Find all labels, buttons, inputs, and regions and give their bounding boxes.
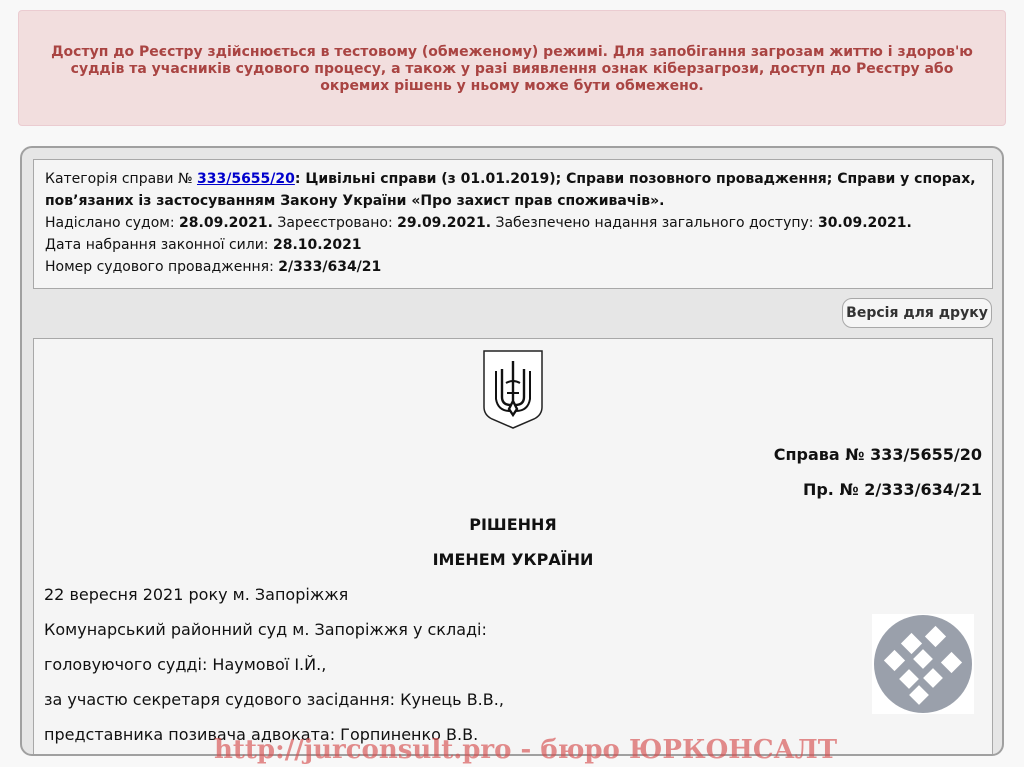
- decision-document: [33, 338, 993, 756]
- court-composition-line: Комунарський районний суд м. Запоріжжя у складі:: [44, 620, 487, 639]
- sent-date: 28.09.2021.: [179, 215, 273, 231]
- category-label: Категорія справи №: [45, 171, 197, 187]
- proceeding-line: [45, 256, 981, 278]
- case-number-heading: Справа № 333/5655/20: [773, 445, 982, 464]
- proceeding-number: 2/333/634/21: [278, 259, 382, 275]
- access-warning-text: Доступ до Реєстру здійснюється в тестовому (обмеженому) режимі. Для запобігання загрозам життю і здоров'ю суддів та учасників судового процесу, а також у разі виявлення ознак кіберзагрози, доступ до Реєстру або окремих рішень у ньому може бути обмежено.: [51, 44, 973, 94]
- secretary-line: за участю секретаря судового засідання: Кунець В.В.,: [44, 690, 504, 709]
- print-version-button[interactable]: Версія для друку: [842, 298, 992, 328]
- proceeding-label: Номер судового провадження:: [45, 259, 279, 275]
- registered-date: 29.09.2021.: [397, 215, 492, 231]
- registered-label: Зареєстровано:: [272, 215, 398, 231]
- decision-subtitle: ІМЕНЕМ УКРАЇНИ: [432, 550, 594, 569]
- access-warning-banner: [18, 10, 1006, 126]
- dates-line: [45, 212, 981, 234]
- case-category: [45, 168, 981, 212]
- diamond-logo-icon: [872, 614, 974, 714]
- access-date: 30.09.2021.: [817, 215, 912, 231]
- force-label: Дата набрання законної сили:: [45, 237, 273, 253]
- proceeding-number-heading: Пр. № 2/333/634/21: [802, 480, 982, 499]
- watermark-text: http://jurconsult.pro - бюро ЮРКОНСАЛТ: [214, 735, 838, 765]
- sent-label: Надіслано судом:: [45, 215, 180, 231]
- access-label: Забезпечено надання загального доступу:: [491, 215, 818, 231]
- category-text: : Цивільні справи (з 01.01.2019); Справи позовного провадження; Справи у спорах, пов’язаних із застосуванням Закону України «Про захист прав споживачів».: [45, 171, 976, 209]
- case-number-link[interactable]: 333/5655/20: [196, 171, 295, 187]
- decision-title: РІШЕННЯ: [469, 515, 557, 534]
- judge-line: головуючого судді: Наумової І.Й.,: [44, 655, 327, 674]
- case-info-box: [33, 159, 993, 289]
- force-date: 28.10.2021: [272, 237, 362, 253]
- decision-panel: [20, 146, 1004, 756]
- jurconsult-logo-badge: [872, 614, 974, 714]
- representative-line: представника позивача адвоката: Горпиненко В.В.: [44, 725, 479, 744]
- force-line: [45, 234, 981, 256]
- coat-of-arms-icon: [482, 349, 544, 429]
- decision-date-line: 22 вересня 2021 року м. Запоріжжя: [44, 585, 349, 604]
